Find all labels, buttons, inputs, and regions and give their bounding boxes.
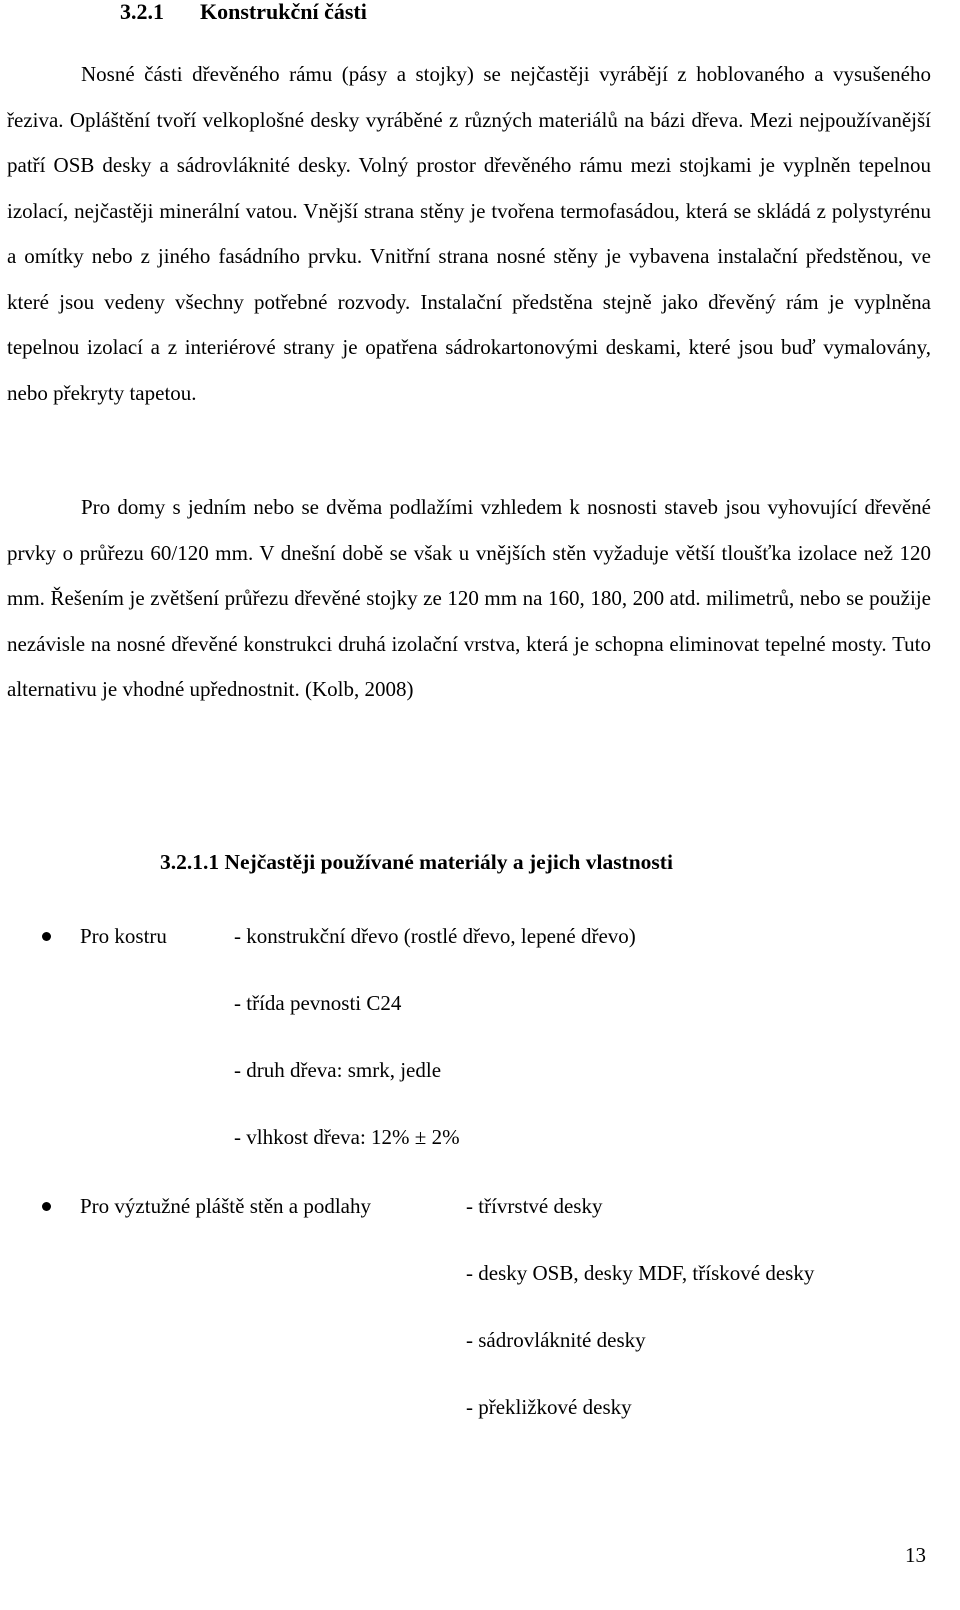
material-item: - sádrovláknité desky — [466, 1328, 646, 1352]
bullet-icon — [42, 932, 51, 941]
subsection-heading: 3.2.1.1 Nejčastěji používané materiály a jejich vlastnosti — [160, 850, 673, 874]
material-item: - druh dřeva: smrk, jedle — [234, 1058, 442, 1082]
paragraph-cross-section: Pro domy s jedním nebo se dvěma podlažími vzhledem k nosnosti staveb jsou vyhovující dřevěné prvky o průřezu 60/120 mm. V dnešní době se však u vnějších stěn vyžaduje větší tloušťka izolace než 120 mm. Řešením je zvětšení průřezu dřevěné stojky ze 120 mm na 160, 180, 200 atd. milimetrů, nebo se použije nezávisle na nosné dřevěné konstrukci druhá izolační vrstva, která je schopna eliminovat tepelné mosty. Tuto alternativu je vhodné upřednostnit. (Kolb, 2008) — [7, 495, 931, 701]
section-number: 3.2.1 — [120, 0, 164, 24]
material-item: - třívrstvé desky — [466, 1194, 603, 1218]
section-heading — [120, 0, 367, 27]
material-item: - vlhkost dřeva: 12% ± 2% — [234, 1125, 460, 1149]
material-group-label-frame: Pro kostru — [80, 924, 167, 948]
bullet-icon — [42, 1202, 51, 1211]
material-item: - překližkové desky — [466, 1395, 632, 1419]
material-item: - desky OSB, desky MDF, třískové desky — [466, 1261, 815, 1285]
material-group-label-sheathing: Pro výztužné pláště stěn a podlahy — [80, 1194, 372, 1218]
section-title: Konstrukční části — [200, 0, 367, 24]
material-item: - třída pevnosti C24 — [234, 991, 402, 1015]
page-number: 13 — [905, 1543, 926, 1567]
material-item: - konstrukční dřevo (rostlé dřevo, lepené dřevo) — [234, 924, 636, 948]
paragraph-construction-parts: Nosné části dřevěného rámu (pásy a stojky) se nejčastěji vyrábějí z hoblovaného a vysušeného řeziva. Opláštění tvoří velkoplošné desky vyráběné z různých materiálů na bázi dřeva. Mezi nejpoužívanější patří OSB desky a sádrovláknité desky. Volný prostor dřevěného rámu mezi stojkami je vyplněn tepelnou izolací, nejčastěji minerální vatou. Vnější strana stěny je tvořena termofasádou, která se skládá z polystyrénu a omítky nebo z jiného fasádního prvku. Vnitřní strana nosné stěny je vybavena instalační předstěnou, ve které jsou vedeny všechny potřebné rozvody. Instalační předstěna stejně jako dřevěný rám je vyplněna tepelnou izolací a z interiérové strany je opatřena sádrokartonovými deskami, které jsou buď vymalovány, nebo překryty tapetou. — [7, 62, 931, 405]
